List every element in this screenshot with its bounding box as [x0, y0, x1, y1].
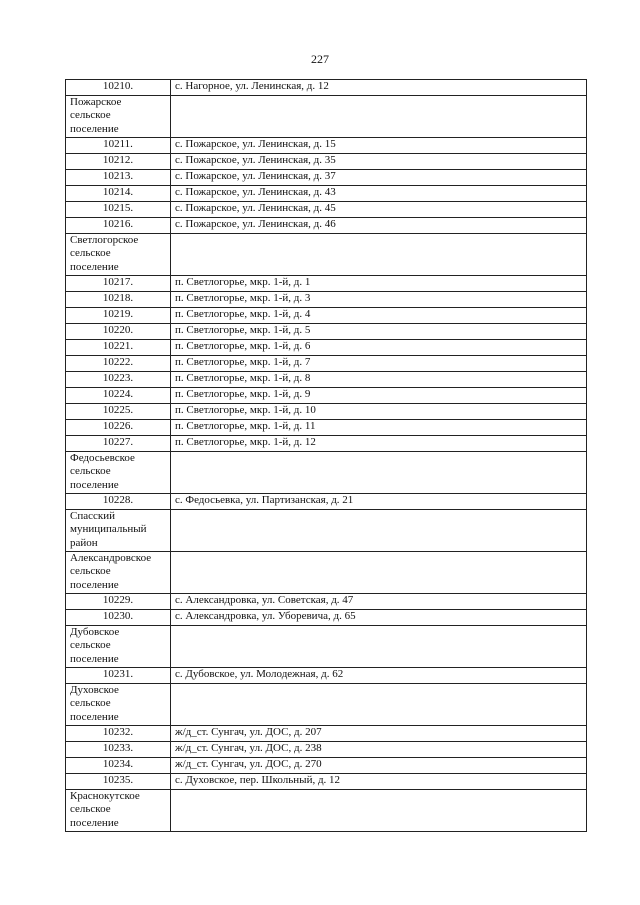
section-header-line: поселение [70, 652, 119, 665]
row-address: п. Светлогорье, мкр. 1-й, д. 5 [171, 324, 587, 340]
row-number: 10210. [66, 80, 171, 96]
row-number: 10213. [66, 170, 171, 186]
empty-cell [171, 452, 587, 494]
table-row [66, 292, 587, 308]
table-row [66, 202, 587, 218]
section-header-line: Краснокутское [70, 790, 140, 802]
table-row [66, 404, 587, 420]
table-row [66, 218, 587, 234]
row-address: п. Светлогорье, мкр. 1-й, д. 10 [171, 404, 587, 420]
row-address: п. Светлогорье, мкр. 1-й, д. 12 [171, 436, 587, 452]
row-address: с. Дубовское, ул. Молодежная, д. 62 [171, 668, 587, 684]
row-address: п. Светлогорье, мкр. 1-й, д. 11 [171, 420, 587, 436]
table-row [66, 324, 587, 340]
table-row [66, 594, 587, 610]
section-header-line: сельское [70, 803, 111, 816]
empty-cell [171, 626, 587, 668]
table-row [66, 308, 587, 324]
section-header-line: сельское [70, 697, 111, 710]
section-header [66, 790, 171, 832]
section-header-line: район [70, 536, 98, 549]
section-header-line: муниципальный [70, 523, 147, 536]
section-header [66, 626, 171, 668]
table-row [66, 758, 587, 774]
section-header-line: сельское [70, 465, 111, 478]
table-row [66, 356, 587, 372]
section-header-line: поселение [70, 260, 119, 273]
empty-cell [171, 234, 587, 276]
section-header [66, 552, 171, 594]
row-number: 10229. [66, 594, 171, 610]
table-row [66, 154, 587, 170]
section-header [66, 452, 171, 494]
row-address: с. Александровка, ул. Уборевича, д. 65 [171, 610, 587, 626]
row-number: 10235. [66, 774, 171, 790]
row-number: 10211. [66, 138, 171, 154]
table-row [66, 138, 587, 154]
row-number: 10217. [66, 276, 171, 292]
row-address: ж/д_ст. Сунгач, ул. ДОС, д. 270 [171, 758, 587, 774]
section-header-line: поселение [70, 710, 119, 723]
section-header-row [66, 684, 587, 726]
section-header-line: Светлогорское [70, 234, 139, 246]
row-number: 10212. [66, 154, 171, 170]
table-row [66, 372, 587, 388]
table-row [66, 774, 587, 790]
table-row [66, 420, 587, 436]
row-address: с. Федосьевка, ул. Партизанская, д. 21 [171, 494, 587, 510]
section-header [66, 510, 171, 552]
row-address: с. Пожарское, ул. Ленинская, д. 46 [171, 218, 587, 234]
table-row [66, 340, 587, 356]
table-body [66, 80, 587, 832]
section-header-line: сельское [70, 247, 111, 260]
page-number: 227 [311, 52, 329, 66]
address-table [65, 79, 587, 832]
section-header-line: поселение [70, 122, 119, 135]
row-address: п. Светлогорье, мкр. 1-й, д. 4 [171, 308, 587, 324]
row-number: 10232. [66, 726, 171, 742]
row-address: с. Нагорное, ул. Ленинская, д. 12 [171, 80, 587, 96]
row-number: 10219. [66, 308, 171, 324]
row-number: 10227. [66, 436, 171, 452]
section-header-row [66, 790, 587, 832]
row-number: 10216. [66, 218, 171, 234]
row-number: 10233. [66, 742, 171, 758]
row-address: п. Светлогорье, мкр. 1-й, д. 1 [171, 276, 587, 292]
row-address: с. Пожарское, ул. Ленинская, д. 15 [171, 138, 587, 154]
section-header-row [66, 626, 587, 668]
empty-cell [171, 552, 587, 594]
row-address: п. Светлогорье, мкр. 1-й, д. 8 [171, 372, 587, 388]
row-number: 10221. [66, 340, 171, 356]
section-header-line: Дубовское [70, 626, 120, 638]
section-header-line: поселение [70, 816, 119, 829]
row-address: п. Светлогорье, мкр. 1-й, д. 7 [171, 356, 587, 372]
row-number: 10218. [66, 292, 171, 308]
table-row [66, 494, 587, 510]
table-row [66, 186, 587, 202]
row-address: п. Светлогорье, мкр. 1-й, д. 6 [171, 340, 587, 356]
row-address: с. Александровка, ул. Советская, д. 47 [171, 594, 587, 610]
table-row [66, 170, 587, 186]
row-number: 10225. [66, 404, 171, 420]
empty-cell [171, 790, 587, 832]
table-row [66, 668, 587, 684]
row-number: 10226. [66, 420, 171, 436]
section-header-row [66, 552, 587, 594]
row-address: с. Пожарское, ул. Ленинская, д. 43 [171, 186, 587, 202]
row-number: 10223. [66, 372, 171, 388]
table-row [66, 436, 587, 452]
row-address: ж/д_ст. Сунгач, ул. ДОС, д. 238 [171, 742, 587, 758]
row-number: 10224. [66, 388, 171, 404]
section-header-line: сельское [70, 109, 111, 122]
section-header-line: поселение [70, 578, 119, 591]
section-header-line: сельское [70, 639, 111, 652]
row-address: с. Пожарское, ул. Ленинская, д. 37 [171, 170, 587, 186]
row-number: 10230. [66, 610, 171, 626]
section-header [66, 234, 171, 276]
table-row [66, 276, 587, 292]
row-address: с. Пожарское, ул. Ленинская, д. 35 [171, 154, 587, 170]
section-header-row [66, 96, 587, 138]
section-header-row [66, 452, 587, 494]
row-number: 10220. [66, 324, 171, 340]
row-address: с. Духовское, пер. Школьный, д. 12 [171, 774, 587, 790]
row-number: 10231. [66, 668, 171, 684]
section-header-line: сельское [70, 565, 111, 578]
section-header-line: Спасский [70, 510, 115, 522]
row-number: 10222. [66, 356, 171, 372]
table-row [66, 388, 587, 404]
section-header-row [66, 234, 587, 276]
row-address: ж/д_ст. Сунгач, ул. ДОС, д. 207 [171, 726, 587, 742]
row-number: 10215. [66, 202, 171, 218]
row-address: п. Светлогорье, мкр. 1-й, д. 9 [171, 388, 587, 404]
empty-cell [171, 96, 587, 138]
row-address: п. Светлогорье, мкр. 1-й, д. 3 [171, 292, 587, 308]
empty-cell [171, 684, 587, 726]
section-header-line: поселение [70, 478, 119, 491]
table-row [66, 610, 587, 626]
row-address: с. Пожарское, ул. Ленинская, д. 45 [171, 202, 587, 218]
section-header-line: Федосьевское [70, 452, 135, 464]
section-header-line: Пожарское [70, 96, 122, 108]
table-row [66, 742, 587, 758]
section-header [66, 684, 171, 726]
empty-cell [171, 510, 587, 552]
section-header-line: Духовское [70, 684, 119, 696]
table-row [66, 80, 587, 96]
section-header-row [66, 510, 587, 552]
row-number: 10228. [66, 494, 171, 510]
section-header-line: Александровское [70, 552, 152, 564]
row-number: 10214. [66, 186, 171, 202]
row-number: 10234. [66, 758, 171, 774]
section-header [66, 96, 171, 138]
table-row [66, 726, 587, 742]
